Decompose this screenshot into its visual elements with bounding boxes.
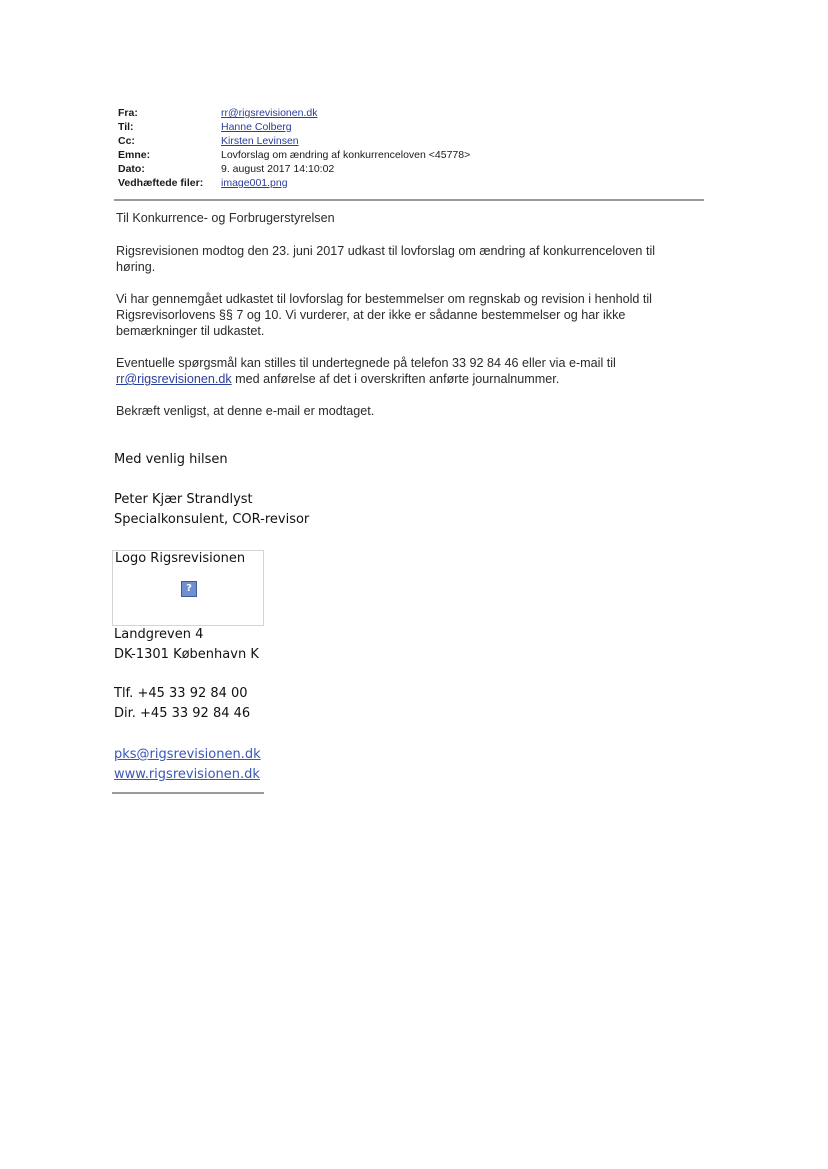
- from-value[interactable]: rr@rigsrevisionen.dk: [221, 107, 318, 119]
- date-label: Dato:: [118, 163, 145, 175]
- header-divider: [114, 199, 704, 201]
- signature-title: Specialkonsulent, COR-revisor: [114, 512, 310, 527]
- signature-divider: [112, 792, 264, 794]
- contact-email-link[interactable]: rr@rigsrevisionen.dk: [116, 372, 232, 386]
- phone-direct: Dir. +45 33 92 84 46: [114, 706, 251, 721]
- paragraph-questions: [116, 355, 696, 387]
- paragraph-questions-line2: [116, 371, 696, 387]
- cc-label: Cc:: [118, 135, 135, 147]
- paragraph-received: [116, 243, 696, 275]
- address-street: Landgreven 4: [114, 627, 204, 642]
- email-header: [118, 106, 470, 190]
- phone-block: [114, 684, 250, 724]
- paragraph-confirm: Bekræft venligst, at denne e-mail er modtaget.: [116, 404, 375, 418]
- phone-main: Tlf. +45 33 92 84 00: [114, 686, 248, 701]
- signature-block: [114, 490, 309, 530]
- header-row-subject: [118, 148, 470, 162]
- paragraph-review-line1: Vi har gennemgået udkastet til lovforslag for bestemmelser om regnskab og revision i henhold til: [116, 292, 652, 306]
- header-row-date: [118, 162, 470, 176]
- paragraph-review-line3: bemærkninger til udkastet.: [116, 324, 265, 338]
- paragraph-received-line2: høring.: [116, 260, 156, 274]
- broken-image-icon: [181, 581, 197, 597]
- to-value[interactable]: Hanne Colberg: [221, 121, 292, 133]
- website-link[interactable]: www.rigsrevisionen.dk: [114, 767, 260, 782]
- closing-greeting: Med venlig hilsen: [114, 452, 228, 467]
- header-row-to: [118, 120, 470, 134]
- address-block: [114, 625, 259, 665]
- attachments-label: Vedhæftede filer:: [118, 177, 204, 189]
- header-row-attachments: [118, 176, 470, 190]
- from-label: Fra:: [118, 107, 138, 119]
- broken-image-glyph: ?: [186, 583, 192, 594]
- subject-label: Emne:: [118, 149, 151, 161]
- paragraph-questions-rest: med anførelse af det i overskriften anførte journalnummer.: [231, 372, 560, 386]
- paragraph-received-line1: Rigsrevisionen modtog den 23. juni 2017 udkast til lovforslag om ændring af konkurrenceloven til: [116, 244, 656, 258]
- contact-links: [114, 745, 261, 785]
- cc-value[interactable]: Kirsten Levinsen: [221, 135, 299, 147]
- logo-alt-text: Logo Rigsrevisionen: [115, 551, 246, 566]
- date-value: 9. august 2017 14:10:02: [221, 163, 335, 175]
- attachment-link[interactable]: image001.png: [221, 177, 288, 189]
- paragraph-review: [116, 291, 696, 339]
- signature-name: Peter Kjær Strandlyst: [114, 492, 253, 507]
- salutation: Til Konkurrence- og Forbrugerstyrelsen: [116, 211, 335, 225]
- to-label: Til:: [118, 121, 134, 133]
- paragraph-review-line2: Rigsrevisorlovens §§ 7 og 10. Vi vurderer, at der ikke er sådanne bestemmelser og har ikke: [116, 308, 626, 322]
- header-row-from: [118, 106, 470, 120]
- address-city: DK-1301 København K: [114, 647, 259, 662]
- header-row-cc: [118, 134, 470, 148]
- logo-placeholder: [112, 550, 264, 626]
- signature-email-link[interactable]: pks@rigsrevisionen.dk: [114, 747, 261, 762]
- subject-value: Lovforslag om ændring af konkurrenceloven <45778>: [221, 149, 471, 161]
- paragraph-questions-line1: Eventuelle spørgsmål kan stilles til undertegnede på telefon 33 92 84 46 eller via e-mail til: [116, 356, 616, 370]
